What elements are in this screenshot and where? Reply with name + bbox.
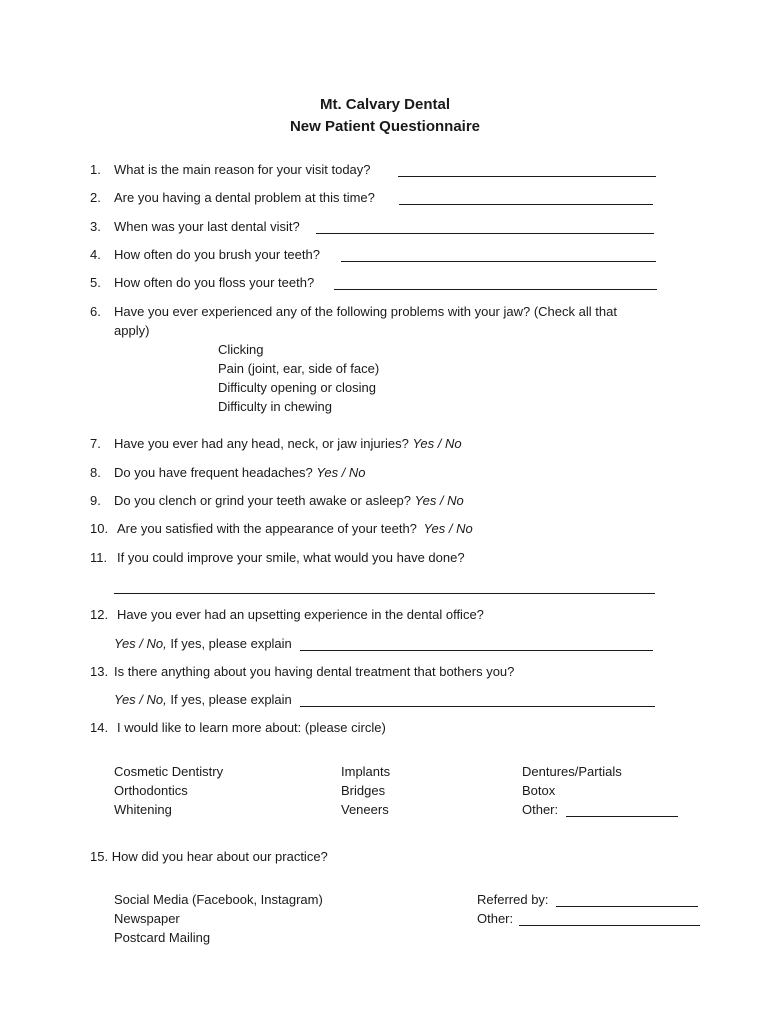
question-number: 2. [90,190,101,205]
source-social-media[interactable]: Social Media (Facebook, Instagram) [114,892,323,907]
jaw-option-difficulty-opening[interactable]: Difficulty opening or closing [218,380,377,395]
option-orthodontics[interactable]: Orthodontics [114,783,188,798]
question-number: 13. [90,664,109,679]
question-11-answer-line[interactable] [114,593,655,594]
question-4-text: How often do you brush your teeth? [114,247,320,262]
question-8-text: Do you have frequent headaches? [114,465,313,480]
question-7-yes-no[interactable]: Yes / No [412,436,462,451]
question-10-text: Are you satisfied with the appearance of your teeth? [117,521,417,536]
option-implants[interactable]: Implants [341,764,391,779]
source-other-label: Other: [477,911,514,926]
referred-by-label: Referred by: [477,892,549,907]
question-4-answer-line[interactable] [341,261,656,262]
question-13-text: Is there anything about you having dental treatment that bothers you? [114,664,515,679]
source-other-line[interactable] [519,925,700,926]
question-3-answer-line[interactable] [316,233,654,234]
source-newspaper[interactable]: Newspaper [114,911,180,926]
question-number: 6. [90,304,101,319]
question-number: 5. [90,275,101,290]
question-number: 11. [90,550,108,565]
question-9-text: Do you clench or grind your teeth awake or asleep? [114,493,412,508]
question-13-explain-label: If yes, please explain [170,692,292,707]
question-number: 10. [90,521,109,536]
question-12-followup [114,636,292,652]
practice-name: Mt. Calvary Dental [319,96,451,113]
option-veneers[interactable]: Veneers [341,802,389,817]
question-8-row [114,465,366,481]
question-2-text: Are you having a dental problem at this time? [114,190,375,205]
question-13-explain-line[interactable] [300,706,655,707]
jaw-option-clicking[interactable]: Clicking [218,342,264,357]
question-number: 3. [90,219,101,234]
question-2-answer-line[interactable] [399,204,653,205]
option-dentures-partials[interactable]: Dentures/Partials [522,764,622,779]
question-number: 15. [90,849,109,864]
option-whitening[interactable]: Whitening [114,802,172,817]
form-title: New Patient Questionnaire [289,118,481,135]
question-number: 4. [90,247,101,262]
question-1-answer-line[interactable] [398,176,656,177]
question-12-text: Have you ever had an upsetting experience in the dental office? [117,607,484,622]
question-13-followup [114,692,292,708]
source-postcard-mailing[interactable]: Postcard Mailing [114,930,211,945]
question-10-yes-no[interactable]: Yes / No [423,521,473,536]
question-11-text: If you could improve your smile, what would you have done? [117,550,465,565]
option-other-line[interactable] [566,816,678,817]
question-6-text-continued: apply) [114,323,150,338]
question-number: 8. [90,465,101,480]
option-bridges[interactable]: Bridges [341,783,386,798]
question-number: 7. [90,436,101,451]
question-1-text: What is the main reason for your visit today? [114,162,371,177]
jaw-option-pain[interactable]: Pain (joint, ear, side of face) [218,361,380,376]
question-9-row [114,493,464,509]
question-number: 12. [90,607,109,622]
question-12-explain-line[interactable] [300,650,653,651]
question-15-row [90,849,328,865]
question-5-answer-line[interactable] [334,289,657,290]
question-3-text: When was your last dental visit? [114,219,300,234]
option-other-label: Other: [522,802,559,817]
question-number: 1. [90,162,101,177]
option-botox[interactable]: Botox [522,783,556,798]
question-13-yes-no[interactable]: Yes / No, [114,692,167,707]
question-7-text: Have you ever had any head, neck, or jaw injuries? [114,436,409,451]
question-15-text: How did you hear about our practice? [111,849,328,864]
option-cosmetic-dentistry[interactable]: Cosmetic Dentistry [114,764,224,779]
referred-by-line[interactable] [556,906,698,907]
question-7-row [114,436,462,452]
question-10-row [117,521,473,537]
question-6-text: Have you ever experienced any of the following problems with your jaw? (Check all that [114,304,617,319]
question-number: 14. [90,720,109,735]
question-number: 9. [90,493,101,508]
jaw-option-difficulty-chewing[interactable]: Difficulty in chewing [218,399,332,414]
question-9-yes-no[interactable]: Yes / No [414,493,464,508]
question-12-explain-label: If yes, please explain [170,636,292,651]
question-14-text: I would like to learn more about: (please circle) [117,720,386,735]
question-5-text: How often do you floss your teeth? [114,275,315,290]
question-12-yes-no[interactable]: Yes / No, [114,636,167,651]
question-8-yes-no[interactable]: Yes / No [316,465,366,480]
